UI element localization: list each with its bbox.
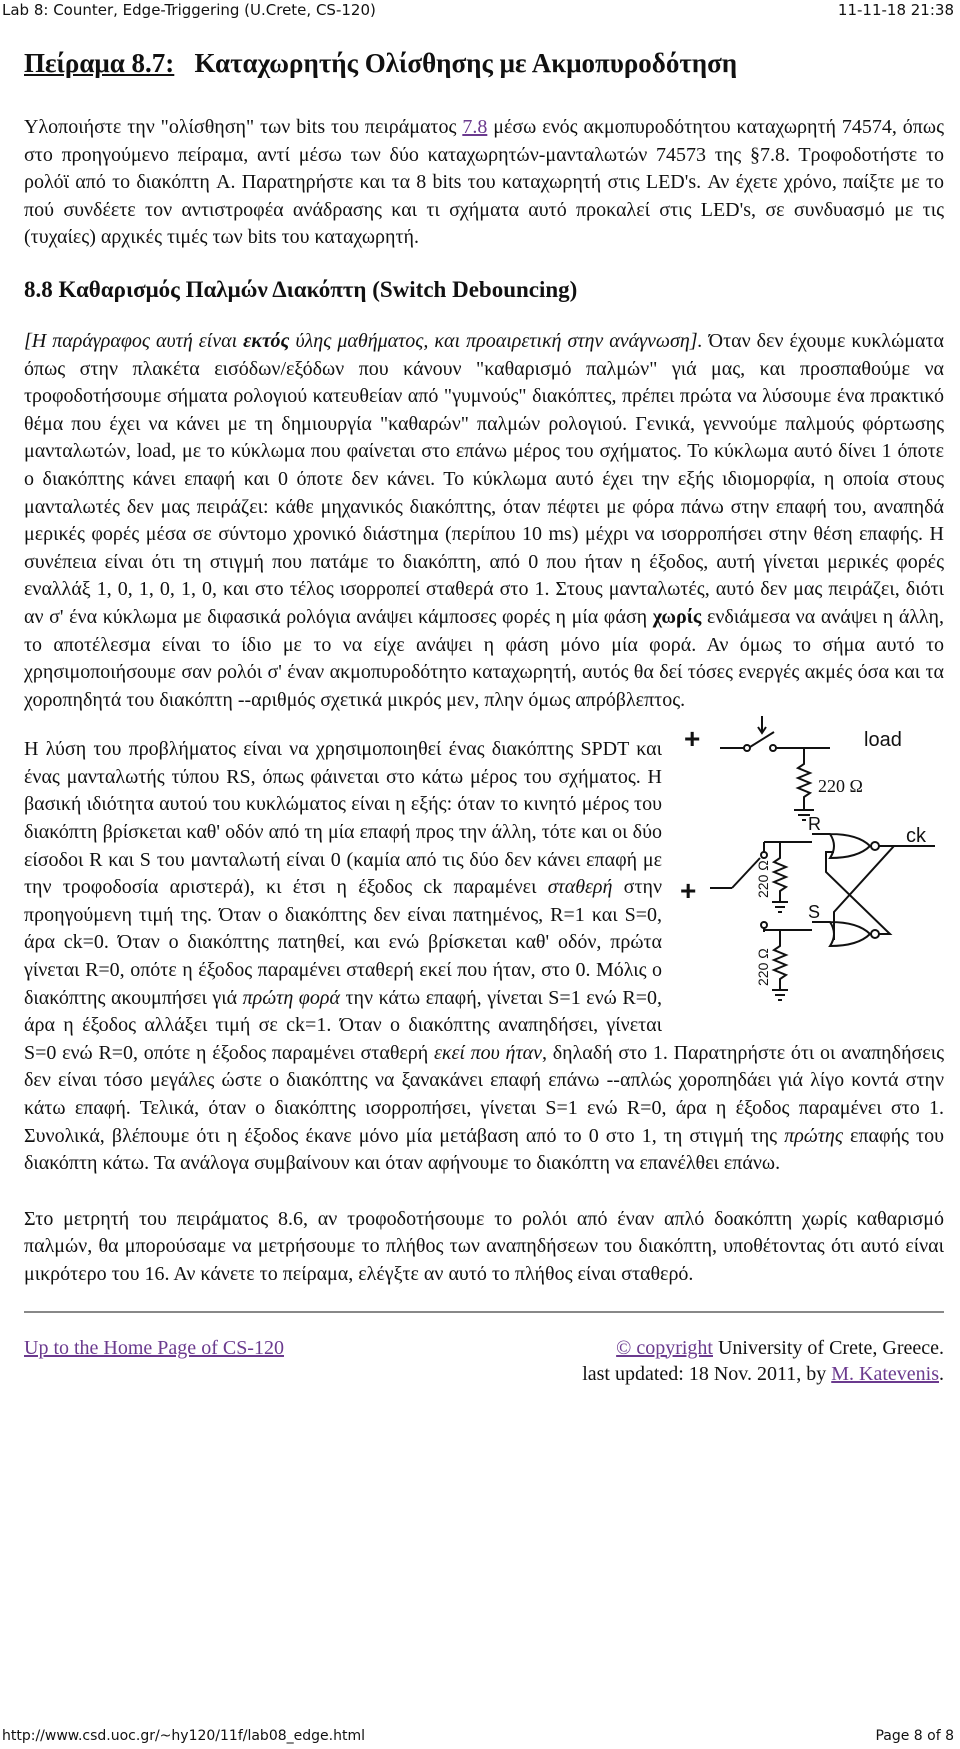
- page-content: [24, 44, 944, 1391]
- debounce-circuit-figure: [680, 712, 950, 1012]
- text-run: Υλοποιήστε την "ολίσθηση" των bits του πειράματος: [24, 116, 463, 138]
- switch-contact-right: [770, 745, 776, 751]
- print-datetime: 11-11-18 21:38: [837, 1, 954, 19]
- section-heading-8-8: [24, 274, 944, 306]
- text-run-bold: εκτός: [243, 329, 290, 352]
- nor-bubble-top: [871, 842, 879, 850]
- page-footer-links: [24, 1331, 944, 1391]
- author-link[interactable]: M. Katevenis: [831, 1362, 939, 1385]
- resistor-r-label: 220 Ω: [755, 860, 771, 899]
- ground-s: [772, 990, 788, 1000]
- wires-r-s: [764, 842, 812, 930]
- text-run: .: [939, 1362, 944, 1385]
- text-run-bold: χωρίς: [652, 605, 702, 628]
- text-run: ύλης μαθήματος, και προαιρετική στην ανάγνωση].: [289, 329, 703, 352]
- section-heading-8-7: [24, 44, 944, 82]
- spdt-contact-upper: [761, 852, 767, 858]
- paragraph-counter-note: Στο μετρητή του πειράματος 8.6, αν τροφοδοτήσουμε το ρολόι από έναν απλό δοακόπτη χωρίς καθαρισμό παλμών, θα μπορούσαμε να μετρήσουμε το πλήθος των αναπηδήσεων του διακόπτη, υποθέτοντας ότι αυτό είναι μικρότερο του 16. Αν κάνετε το πείραμα, ελέγξτε αν αυτό το πλήθος είναι σταθερό.: [24, 1207, 944, 1285]
- resistor-top: [798, 748, 810, 810]
- text-run: last updated: 18 Nov. 2011, by: [582, 1362, 832, 1385]
- resistor-220-label: 220 Ω: [818, 776, 863, 797]
- feedback-top: [834, 846, 894, 940]
- ck-label: ck: [906, 825, 926, 848]
- resistor-s: [774, 930, 786, 990]
- resistor-s-label: 220 Ω: [755, 948, 771, 987]
- text-run: , δηλαδή στο 1. Παρατηρήστε ότι οι αναπηδήσεις δεν είναι τόσο μεγάλες ώστε ο διακόπτης να ξανακάνει επαφή επάνω --απλώς χοροπηδάει γιά λίγο κοντά στην κάτω επαφή. Τελικά, όταν ο διακόπτης ισορροπήσει, γίνεται S=1 ενώ R=0, άρα η έξοδος παραμένει στο 1. Συνολικά, βλέπουμε ότι η έξοδος έκανε μόνο μία μετάβαση από το 0 στο 1, τη στιγμή της: [24, 1041, 945, 1147]
- paragraph-debounce-intro: [24, 328, 944, 714]
- text-run: την κάτω επαφή, γίνεται S=1 ενώ R=0, άρα η έξοδος αλλάξει τιμή σε ck=1. Όταν ο διακόπτης αναπηδήσει, γίνεται S=0 ενώ R=0, οπότε η έξοδος παραμένει σταθερή: [24, 986, 662, 1064]
- copyright-link[interactable]: © copyright: [616, 1336, 713, 1359]
- resistor-r: [774, 842, 786, 902]
- link-7-8[interactable]: 7.8: [462, 116, 488, 138]
- text-run: επαφής του διακόπτη κάτω. Τα ανάλογα συμβαίνουν και όταν αφήνουμε το διακόπτη να επανέλθει επάνω.: [24, 1124, 944, 1175]
- text-run-italic: εκεί που ήταν: [433, 1041, 542, 1064]
- text-run: Η λύση του προβλήματος είναι να χρησιμοποιηθεί ένας διακόπτης SPDT και ένας μανταλωτής τύπου RS, όπως φάινεται στο κάτω μέρος του σχήματος. Η βασική ιδιότητα αυτού του κυκλώματος είναι η εξής: όταν το κινητό μέρος του διακόπτη βρίσκεται καθ' οδόν από τη μία επαφή προς την άλλη, τότε και οι δύο είσοδοι R και S του μανταλωτή είναι 0 (καμία από τις δύο δεν κάνει επαφή με την τροφοδοσία αριστερά), κι έτσι η έξοδος ck παραμένει: [24, 738, 662, 899]
- circuit-diagram: [680, 712, 950, 1012]
- text-run: Όταν δεν έχουμε κυκλώματα όπως στην πλακέτα εισόδων/εξόδων που κάνουν "καθαρισμό παλμών" γιά μας, και προσπαθούμε να τροφοδοτήσουμε σήματα ρολογιού κατευθείαν από "γυμνούς" διακόπτες, πρέπει πρώτα να λύσουμε ένα πρακτικό θέμα που έχει να κάνει με τη δημιουργία "καθαρών" παλμών ρολογιού. Γενικά, γεννούμε παλμούς φόρτωσης μανταλωτών, load, με το κύκλωμα που φαίνεται στο επάνω μέρος του σχήματος. Το κύκλωμα αυτό δίνει 1 όποτε ο διακόπτης κάνει επαφή και 0 όποτε δεν κάνει. Το κύκλωμα αυτό έχει την εξής ιδιομορφία, η οποία στους μανταλωτές δεν μας πειράζει: κάθε μηχανικός διακόπτης, όταν πέφτει με φόρα πάνω στην επαφή του, αναπηδά μερικές φορές μέσα σε σύντομο χρονικό διάστημα (περίπου 10 ms) μέχρι να ισορροπήσει στην θέση επαφής. Η συνέπεια είναι ότι τη στιγμή που πατάμε το διακόπτη, από 0 που ήταν η έξοδος, αυτή γίνεται μερικές φορές εναλλάξ 1, 0, 1, 0, 1, 0, και στο τέλος ισορροπεί σταθερά στο 1. Στους μανταλωτές, αυτό δεν μας πειράζει, διότι αν σ' ένα κύκλωμα με διφασικά ρολόγια ανάψει κάμποσες φορές η μία φάση: [24, 329, 944, 628]
- page-number: Page 8 of 8: [875, 1728, 954, 1744]
- heading-title-rest: (Switch Debouncing): [366, 276, 578, 302]
- text-run: University of Crete, Greece.: [712, 1336, 944, 1359]
- nor-gate-top: [812, 834, 870, 858]
- text-run-italic: πρώτη φορά: [242, 986, 340, 1009]
- text-run-italic: σταθερή: [547, 876, 613, 899]
- s-label: S: [808, 902, 821, 923]
- print-header: [0, 0, 960, 24]
- load-label: load: [864, 729, 902, 752]
- spdt-contact-lower: [761, 922, 767, 928]
- page-url: http://www.csd.uoc.gr/~hy120/11f/lab08_edge.html: [2, 1728, 365, 1744]
- heading-title: Καταχωρητής Ολίσθησης με Ακμοπυροδότηση: [194, 48, 738, 78]
- home-page-link[interactable]: Up to the Home Page of CS-120: [24, 1336, 284, 1359]
- text-run: μέσω ενός ακμοπυροδότητου καταχωρητή 74574, όπως στο προηγούμενο πείραμα, αντί μέσω των δύο καταχωρητών-μανταλωτών 74573 της §7.8. Τροφοδοτήστε το ρολόϊ από το διακόπτη A. Παρατηρήστε και τα 8 bits του καταχωρητή στις LED's. Αν έχετε χρόνο, παίξτε με το πού συνδέετε τον αντιστροφέα ανάδρασης και τι σχήματα αυτό προκαλεί στις LED's, σε συνδυασμό με τις (τυχαίες) αρχικές τιμές των bits του καταχωρητή.: [24, 116, 944, 249]
- plus-label-top: +: [684, 723, 701, 755]
- heading-title-bold: 8.8 Καθαρισμός Παλμών Διακόπτη: [24, 276, 367, 302]
- text-run: [Η παράγραφος αυτή είναι: [24, 329, 244, 352]
- horizontal-divider: [24, 1311, 944, 1313]
- paragraph-8-7: [24, 114, 944, 252]
- text-run: στην προηγούμενη τιμή της. Όταν ο διακόπτης δεν είναι πατημένος, R=1 και S=0, άρα ck=0. Όταν ο διακόπτης πατηθεί, και ενώ βρίσκεται καθ' οδόν, πρώτα γίνεται R=0, οπότε η έξοδος παραμένει σταθερή εκεί που ήταν, στο 0. Μόλις ο διακόπτης ακουμπήσει γιά: [24, 876, 662, 1009]
- print-footer: [0, 1725, 960, 1749]
- last-updated-line: [582, 1361, 944, 1387]
- nor-gate-bottom: [812, 922, 870, 946]
- plus-label-left: +: [680, 875, 697, 907]
- optional-note: [24, 330, 703, 352]
- ground-r: [772, 902, 788, 912]
- switch-contact-left: [744, 745, 750, 751]
- text-run: ενδιάμεσα να ανάψει η άλλη, το αποτέλεσμα είναι το ίδιο με το να είχε ανάψει η φάση μόνο μία φορά. Αν όμως το σήμα αυτό το χρησιμοποιήσουμε σαν ρολόι σ' έναν ακμοπυροδότητο καταχωρητή, αυτός θα δεί τόσες ενεργές ακμές όσα και τα χοροπηδητά του διακόπτη --αριθμός σχετικά μικρός μεν, πλην όμως απρόβλεπτος.: [24, 605, 944, 711]
- document-title: Lab 8: Counter, Edge-Triggering (U.Crete, CS-120): [2, 1, 376, 19]
- r-label: R: [808, 814, 821, 835]
- text-run-italic: πρώτης: [784, 1124, 843, 1147]
- nor-bubble-bottom: [871, 930, 879, 938]
- copyright-line: [616, 1335, 944, 1361]
- heading-number: Πείραμα 8.7:: [24, 48, 175, 78]
